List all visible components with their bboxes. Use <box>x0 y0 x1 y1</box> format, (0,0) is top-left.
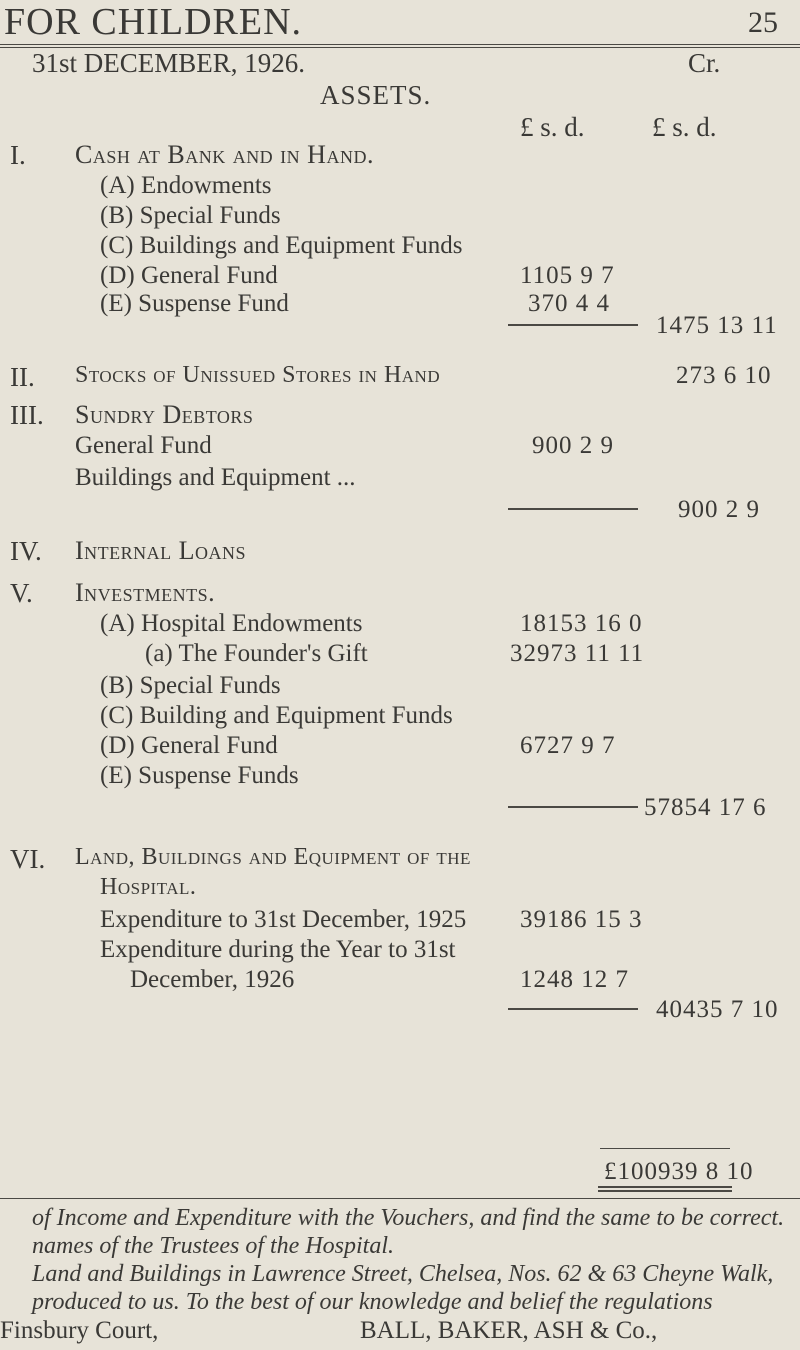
line-label: (D) General Fund <box>100 262 278 289</box>
section-number: IV. <box>10 536 42 566</box>
subtotal-rule <box>508 508 638 510</box>
firm-name: BALL, BAKER, ASH & Co., <box>360 1317 658 1344</box>
section-title: Internal Loans <box>75 536 247 565</box>
line-label: Expenditure to 31st December, 1925 <box>100 906 467 933</box>
outer-amount: 57854 17 6 <box>644 794 767 821</box>
inner-amount: 18153 16 0 <box>520 610 643 637</box>
line-label: (a) The Founder's Gift <box>145 640 368 667</box>
line-label: (C) Building and Equipment Funds <box>100 702 453 729</box>
footer-rule <box>0 1198 800 1199</box>
section-title: Cash at Bank and in Hand. <box>75 140 374 169</box>
line-label: (A) Endowments <box>100 172 272 199</box>
outer-amount: 273 6 10 <box>676 362 772 389</box>
inner-amount: 6727 9 7 <box>520 732 616 759</box>
line-label: (A) Hospital Endowments <box>100 610 363 637</box>
inner-amount: 32973 11 11 <box>510 640 645 667</box>
section-title: Investments. <box>75 578 216 607</box>
line-label: (B) Special Funds <box>100 202 281 229</box>
section-title: Sundry Debtors <box>75 400 254 429</box>
inner-amount: 1105 9 7 <box>520 262 615 289</box>
line-label: (C) Buildings and Equipment Funds <box>100 232 463 259</box>
total-rule <box>600 1148 730 1149</box>
line-label: (B) Special Funds <box>100 672 281 699</box>
double-rule-bottom <box>598 1190 732 1192</box>
double-rule-top <box>598 1186 732 1188</box>
inner-amount: 900 2 9 <box>532 432 614 459</box>
subtotal-rule <box>508 806 638 808</box>
line-label: Buildings and Equipment ... <box>75 464 356 491</box>
subtotal-rule <box>508 1008 638 1010</box>
inner-amount: 39186 15 3 <box>520 906 643 933</box>
page-number: 25 <box>748 6 778 39</box>
grand-total: £100939 8 10 <box>604 1158 754 1185</box>
footer-line: names of the Trustees of the Hospital. <box>32 1233 394 1259</box>
section-number: V. <box>10 578 33 608</box>
line-label: (E) Suspense Fund <box>100 290 289 317</box>
outer-currency-header: £ s. d. <box>652 112 717 142</box>
outer-amount: 40435 7 10 <box>656 996 779 1023</box>
outer-amount: 900 2 9 <box>678 496 760 523</box>
statement-date: 31st DECEMBER, 1926. <box>32 48 306 78</box>
header-rule <box>0 44 800 45</box>
footer-line: of Income and Expenditure with the Vouchers, and find the same to be correct. <box>32 1205 785 1231</box>
section-number: I. <box>10 140 26 170</box>
section-title: Stocks of Unissued Stores in Hand <box>75 362 441 388</box>
section-number: III. <box>10 400 44 430</box>
line-label: (D) General Fund <box>100 732 278 759</box>
page-header-title: FOR CHILDREN. <box>4 1 303 43</box>
assets-heading: ASSETS. <box>320 80 432 110</box>
credit-side-label: Cr. <box>688 48 721 78</box>
footer-line: Land and Buildings in Lawrence Street, Chelsea, Nos. 62 & 63 Cheyne Walk, <box>32 1261 774 1287</box>
address-line: Finsbury Court, <box>0 1317 159 1344</box>
section-title-cont: Hospital. <box>100 874 197 900</box>
line-label: (E) Suspense Funds <box>100 762 299 789</box>
line-label: General Fund <box>75 432 212 459</box>
subtotal-rule <box>508 324 638 326</box>
footer-line: produced to us. To the best of our knowledge and belief the regulations <box>32 1289 713 1315</box>
inner-currency-header: £ s. d. <box>520 112 585 142</box>
line-label: Expenditure during the Year to 31st <box>100 936 456 963</box>
section-number: VI. <box>10 844 46 874</box>
section-number: II. <box>10 362 35 392</box>
outer-amount: 1475 13 11 <box>656 312 778 339</box>
section-title: Land, Buildings and Equipment of the <box>75 844 471 870</box>
line-label: December, 1926 <box>130 966 295 993</box>
inner-amount: 370 4 4 <box>528 290 610 317</box>
inner-amount: 1248 12 7 <box>520 966 629 993</box>
